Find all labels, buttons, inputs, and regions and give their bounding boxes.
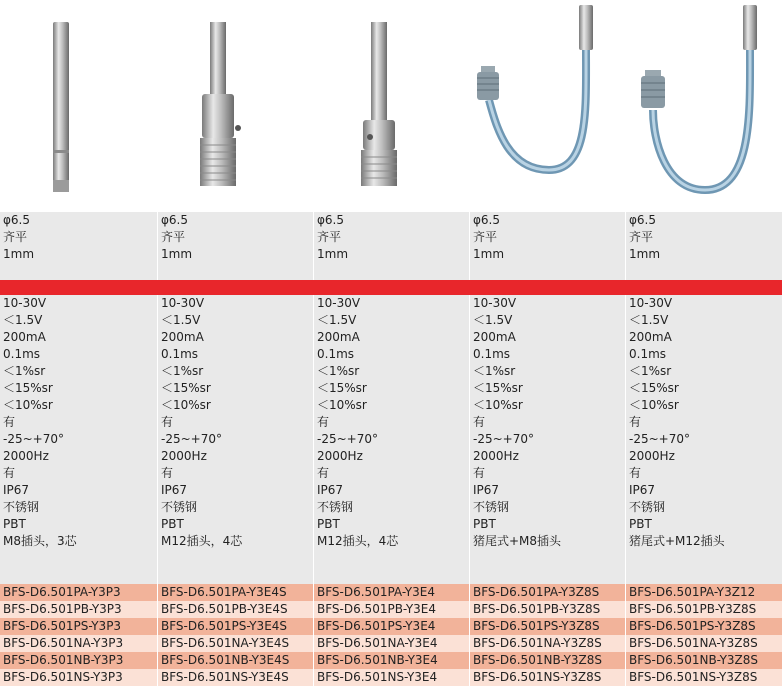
row-voltage-drop-cell: ＜1.5V [469, 312, 625, 329]
row-model [0, 618, 782, 635]
row-diameter-cell: φ6.5 [625, 212, 782, 229]
row-model-cell: BFS-D6.501PA-Y3E4S [157, 584, 313, 601]
row-hysteresis-cell: ＜15%sr [625, 380, 782, 397]
row-spacer-cell [157, 263, 313, 280]
row-hysteresis-cell: ＜15%sr [157, 380, 313, 397]
row-current-cell: 200mA [313, 329, 469, 346]
row-model-cell: BFS-D6.501NB-Y3Z8S [469, 652, 625, 669]
row-repeatability [0, 363, 782, 380]
row-face [0, 516, 782, 533]
row-model-cell: BFS-D6.501NS-Y3Z8S [469, 669, 625, 686]
row-spacer [0, 550, 782, 567]
row-ip-cell: IP67 [625, 482, 782, 499]
row-model-cell: BFS-D6.501PS-Y3Z8S [469, 618, 625, 635]
row-ip-cell: IP67 [157, 482, 313, 499]
row-diameter-cell: φ6.5 [313, 212, 469, 229]
row-model-cell: BFS-D6.501PB-Y3Z8S [469, 601, 625, 618]
row-temp-drift-cell: ＜10%sr [469, 397, 625, 414]
row-repeatability-cell: ＜1%sr [3, 364, 46, 378]
row-current [0, 329, 782, 346]
row-repeatability-cell: ＜1%sr [313, 363, 469, 380]
row-model-cell: BFS-D6.501NB-Y3Z8S [625, 652, 782, 669]
row-temperature-cell: -25~+70° [3, 432, 64, 446]
sensor-m12-threaded-icon [313, 0, 469, 212]
row-face-cell: PBT [469, 516, 625, 533]
row-model-cell: BFS-D6.501NA-Y3E4S [157, 635, 313, 652]
row-short-protect-cell: 有 [469, 414, 625, 431]
row-housing [0, 499, 782, 516]
row-distance-cell: 1mm [469, 246, 625, 263]
row-distance-cell: 1mm [625, 246, 782, 263]
row-diameter-cell: φ6.5 [157, 212, 313, 229]
row-voltage-cell: 10-30V [3, 296, 47, 310]
row-model-cell: BFS-D6.501NA-Y3E4 [313, 635, 469, 652]
row-response-cell: 0.1ms [469, 346, 625, 363]
row-model-cell: BFS-D6.501NS-Y3P3 [3, 670, 123, 684]
row-temperature-cell: -25~+70° [625, 431, 782, 448]
row-model-cell: BFS-D6.501PS-Y3Z8S [625, 618, 782, 635]
row-frequency-cell: 2000Hz [3, 449, 49, 463]
row-spacer-cell [0, 550, 157, 567]
row-model-cell: BFS-D6.501PS-Y3P3 [3, 619, 122, 633]
row-spacer-cell [313, 263, 469, 280]
sensor-pigtail-m8-icon [469, 0, 625, 212]
sensor-pigtail-m12-icon [625, 0, 782, 212]
row-diameter-cell: φ6.5 [3, 213, 30, 227]
row-voltage-drop [0, 312, 782, 329]
row-model [0, 652, 782, 669]
row-model-cell: BFS-D6.501NB-Y3P3 [3, 653, 124, 667]
row-model-cell: BFS-D6.501PA-Y3Z8S [469, 584, 625, 601]
row-current-cell: 200mA [625, 329, 782, 346]
row-current-cell: 200mA [469, 329, 625, 346]
row-reverse-protect-cell: 有 [469, 465, 625, 482]
row-temperature [0, 431, 782, 448]
row-model-cell: BFS-D6.501PS-Y3E4S [157, 618, 313, 635]
row-model-cell: BFS-D6.501NB-Y3E4 [313, 652, 469, 669]
row-spacer-cell [313, 567, 469, 584]
row-model-cell: BFS-D6.501NS-Y3E4S [157, 669, 313, 686]
row-model-cell: BFS-D6.501PA-Y3E4 [313, 584, 469, 601]
row-spacer [0, 567, 782, 584]
row-distance-cell: 1mm [3, 247, 35, 261]
row-model-cell: BFS-D6.501PA-Y3P3 [3, 585, 121, 599]
row-reverse-protect [0, 465, 782, 482]
row-reverse-protect-cell: 有 [625, 465, 782, 482]
product-images [0, 0, 782, 212]
row-hysteresis-cell: ＜15%sr [469, 380, 625, 397]
row-hysteresis [0, 380, 782, 397]
row-voltage-cell: 10-30V [625, 295, 782, 312]
row-model [0, 635, 782, 652]
row-spacer-cell [469, 567, 625, 584]
row-mount-cell: 齐平 [313, 229, 469, 246]
row-short-protect [0, 414, 782, 431]
row-face-cell: PBT [157, 516, 313, 533]
row-temperature-cell: -25~+70° [157, 431, 313, 448]
row-housing-cell: 不锈钢 [469, 499, 625, 516]
row-connection-cell: M8插头，3芯 [3, 534, 77, 548]
row-reverse-protect-cell: 有 [157, 465, 313, 482]
row-spacer-cell [625, 263, 782, 280]
row-frequency-cell: 2000Hz [157, 448, 313, 465]
row-spacer-cell [625, 567, 782, 584]
row-voltage-cell: 10-30V [313, 295, 469, 312]
spec-table [0, 212, 782, 686]
row-short-protect-cell: 有 [3, 415, 16, 429]
row-voltage-drop-cell: ＜1.5V [625, 312, 782, 329]
row-connection [0, 533, 782, 550]
row-housing-cell: 不锈钢 [625, 499, 782, 516]
row-connection-cell: M12插头，4芯 [313, 533, 469, 550]
row-model-cell: BFS-D6.501NA-Y3Z8S [625, 635, 782, 652]
row-response-cell: 0.1ms [157, 346, 313, 363]
row-model-cell: BFS-D6.501PA-Y3Z12 [625, 584, 782, 601]
row-housing-cell: 不锈钢 [157, 499, 313, 516]
row-temp-drift-cell: ＜10%sr [157, 397, 313, 414]
row-model [0, 601, 782, 618]
row-ip-cell: IP67 [3, 483, 30, 497]
row-current-cell: 200mA [3, 330, 46, 344]
row-short-protect-cell: 有 [157, 414, 313, 431]
row-current-cell: 200mA [157, 329, 313, 346]
row-spacer-cell [625, 550, 782, 567]
row-voltage-cell: 10-30V [157, 295, 313, 312]
row-model-cell: BFS-D6.501PB-Y3E4S [157, 601, 313, 618]
row-diameter-cell: φ6.5 [469, 212, 625, 229]
row-temp-drift-cell: ＜10%sr [313, 397, 469, 414]
row-mount [0, 229, 782, 246]
row-voltage-drop-cell: ＜1.5V [313, 312, 469, 329]
row-repeatability-cell: ＜1%sr [625, 363, 782, 380]
row-spacer-cell [157, 550, 313, 567]
row-temperature-cell: -25~+70° [469, 431, 625, 448]
row-voltage-drop-cell: ＜1.5V [157, 312, 313, 329]
row-short-protect-cell: 有 [313, 414, 469, 431]
row-model-cell: BFS-D6.501PB-Y3Z8S [625, 601, 782, 618]
row-spacer-cell [313, 550, 469, 567]
row-model [0, 669, 782, 686]
row-connection-cell: 猪尾式+M12插头 [625, 533, 782, 550]
row-model-cell: BFS-D6.501NS-Y3Z8S [625, 669, 782, 686]
row-mount-cell: 齐平 [625, 229, 782, 246]
row-temperature-cell: -25~+70° [313, 431, 469, 448]
row-housing-cell: 不锈钢 [313, 499, 469, 516]
row-model-cell: BFS-D6.501NA-Y3Z8S [469, 635, 625, 652]
row-face-cell: PBT [625, 516, 782, 533]
row-spacer-cell [157, 567, 313, 584]
row-connection-cell: M12插头，4芯 [157, 533, 313, 550]
row-ip [0, 482, 782, 499]
row-model-cell: BFS-D6.501NA-Y3P3 [3, 636, 124, 650]
row-mount-cell: 齐平 [3, 230, 28, 244]
row-voltage-drop-cell: ＜1.5V [3, 313, 43, 327]
row-temp-drift [0, 397, 782, 414]
row-response [0, 346, 782, 363]
row-model [0, 584, 782, 601]
row-spacer-cell [469, 263, 625, 280]
row-distance-cell: 1mm [157, 246, 313, 263]
row-model-cell: BFS-D6.501NS-Y3E4 [313, 669, 469, 686]
row-temp-drift-cell: ＜10%sr [625, 397, 782, 414]
row-model-cell: BFS-D6.501PB-Y3P3 [3, 602, 122, 616]
row-spacer-cell [0, 263, 157, 280]
row-frequency-cell: 2000Hz [625, 448, 782, 465]
row-ip-cell: IP67 [313, 482, 469, 499]
row-repeatability-cell: ＜1%sr [469, 363, 625, 380]
row-mount-cell: 齐平 [157, 229, 313, 246]
row-short-protect-cell: 有 [625, 414, 782, 431]
row-hysteresis-cell: ＜15%sr [3, 381, 53, 395]
row-hysteresis-cell: ＜15%sr [313, 380, 469, 397]
row-face-cell: PBT [313, 516, 469, 533]
row-model-cell: BFS-D6.501PB-Y3E4 [313, 601, 469, 618]
row-ip-cell: IP67 [469, 482, 625, 499]
row-reverse-protect-cell: 有 [313, 465, 469, 482]
row-response-cell: 0.1ms [625, 346, 782, 363]
row-spacer-cell [469, 550, 625, 567]
sensor-m12-threaded-icon [157, 0, 313, 212]
sensor-m8-plain-icon [0, 0, 157, 212]
row-reverse-protect-cell: 有 [3, 466, 16, 480]
row-face-cell: PBT [3, 517, 26, 531]
row-distance-cell: 1mm [313, 246, 469, 263]
section-divider [0, 280, 782, 295]
row-temp-drift-cell: ＜10%sr [3, 398, 53, 412]
row-distance [0, 246, 782, 263]
row-response-cell: 0.1ms [313, 346, 469, 363]
row-spacer-cell [0, 567, 157, 584]
row-diameter [0, 212, 782, 229]
row-housing-cell: 不锈钢 [3, 500, 40, 514]
row-voltage-cell: 10-30V [469, 295, 625, 312]
row-spacer [0, 263, 782, 280]
row-frequency-cell: 2000Hz [469, 448, 625, 465]
row-voltage [0, 295, 782, 312]
row-connection-cell: 猪尾式+M8插头 [469, 533, 625, 550]
row-response-cell: 0.1ms [3, 347, 41, 361]
row-frequency-cell: 2000Hz [313, 448, 469, 465]
row-model-cell: BFS-D6.501PS-Y3E4 [313, 618, 469, 635]
row-repeatability-cell: ＜1%sr [157, 363, 313, 380]
row-mount-cell: 齐平 [469, 229, 625, 246]
row-frequency [0, 448, 782, 465]
row-model-cell: BFS-D6.501NB-Y3E4S [157, 652, 313, 669]
